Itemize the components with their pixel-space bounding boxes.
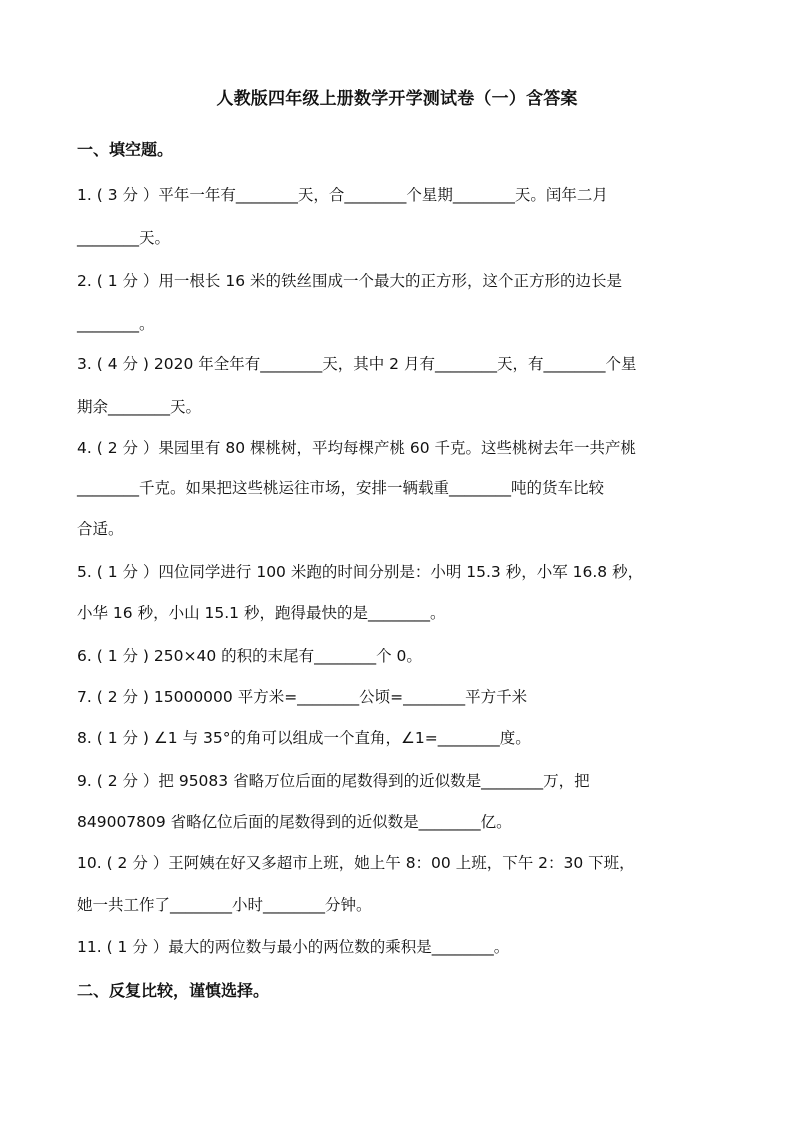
section-heading-fill-blank: 一、填空题。 bbox=[77, 140, 174, 159]
question-line-9 bbox=[77, 518, 717, 540]
question-text: 她一共工作了________小时________分钟。 bbox=[77, 896, 372, 914]
question-text: 10. ( 2 分 ）王阿姨在好又多超市上班，她上午 8：00 上班，下午 2：30 下班， bbox=[77, 854, 635, 872]
question-text: ________千克。如果把这些桃运往市场，安排一辆载重________吨的货车比较 bbox=[77, 479, 605, 497]
question-text: 2. ( 1 分 ）用一根长 16 米的铁丝围成一个最大的正方形，这个正方形的边长是 bbox=[77, 272, 622, 290]
page-title: 人教版四年级上册数学开学测试卷（一）含答案 bbox=[216, 89, 578, 109]
question-line-14 bbox=[77, 727, 717, 749]
question-line-12 bbox=[77, 645, 717, 667]
section-heading-multiple-choice: 二、反复比较，谨慎选择。 bbox=[77, 981, 270, 1000]
question-line-4 bbox=[77, 313, 717, 335]
question-text: 6. ( 1 分 ) 250×40 的积的末尾有________个 0。 bbox=[77, 647, 422, 665]
question-text: 合适。 bbox=[77, 520, 124, 538]
question-line-2 bbox=[77, 227, 717, 249]
question-line-16 bbox=[77, 811, 717, 833]
question-text: ________天。 bbox=[77, 229, 171, 247]
question-text: 3. ( 4 分 ) 2020 年全年有________天，其中 2 月有________天，有________个星 bbox=[77, 355, 637, 373]
question-text: 1. ( 3 分 ）平年一年有________天，合________个星期________天。闰年二月 bbox=[77, 186, 608, 204]
question-line-8 bbox=[77, 477, 717, 499]
question-text: 小华 16 秒，小山 15.1 秒，跑得最快的是________。 bbox=[77, 604, 446, 622]
question-text: 期余________天。 bbox=[77, 398, 202, 416]
question-line-17 bbox=[77, 852, 717, 874]
question-text: 4. ( 2 分 ）果园里有 80 棵桃树，平均每棵产桃 60 千克。这些桃树去年一共产桃 bbox=[77, 439, 637, 457]
question-line-1 bbox=[77, 184, 717, 206]
question-line-7 bbox=[77, 437, 717, 459]
question-line-18 bbox=[77, 894, 717, 916]
question-line-5 bbox=[77, 353, 717, 375]
question-text: 11. ( 1 分 ）最大的两位数与最小的两位数的乘积是________。 bbox=[77, 938, 510, 956]
question-text: 8. ( 1 分 ) ∠1 与 35°的角可以组成一个直角，∠1=________度。 bbox=[77, 729, 531, 747]
question-line-3 bbox=[77, 270, 717, 292]
question-line-19 bbox=[77, 936, 717, 958]
question-text: ________。 bbox=[77, 315, 155, 333]
question-text: 5. ( 1 分 ）四位同学进行 100 米跑的时间分别是：小明 15.3 秒，小军 16.8 秒， bbox=[77, 563, 644, 581]
question-line-6 bbox=[77, 396, 717, 418]
question-line-15 bbox=[77, 770, 717, 792]
question-text: 9. ( 2 分 ）把 95083 省略万位后面的尾数得到的近似数是________万，把 bbox=[77, 772, 590, 790]
question-line-10 bbox=[77, 561, 717, 583]
question-text: 7. ( 2 分 ) 15000000 平方米=________公顷=________平方千米 bbox=[77, 688, 528, 706]
question-text: 849007809 省略亿位后面的尾数得到的近似数是________亿。 bbox=[77, 813, 512, 831]
question-line-13 bbox=[77, 686, 717, 708]
question-line-11 bbox=[77, 602, 717, 624]
